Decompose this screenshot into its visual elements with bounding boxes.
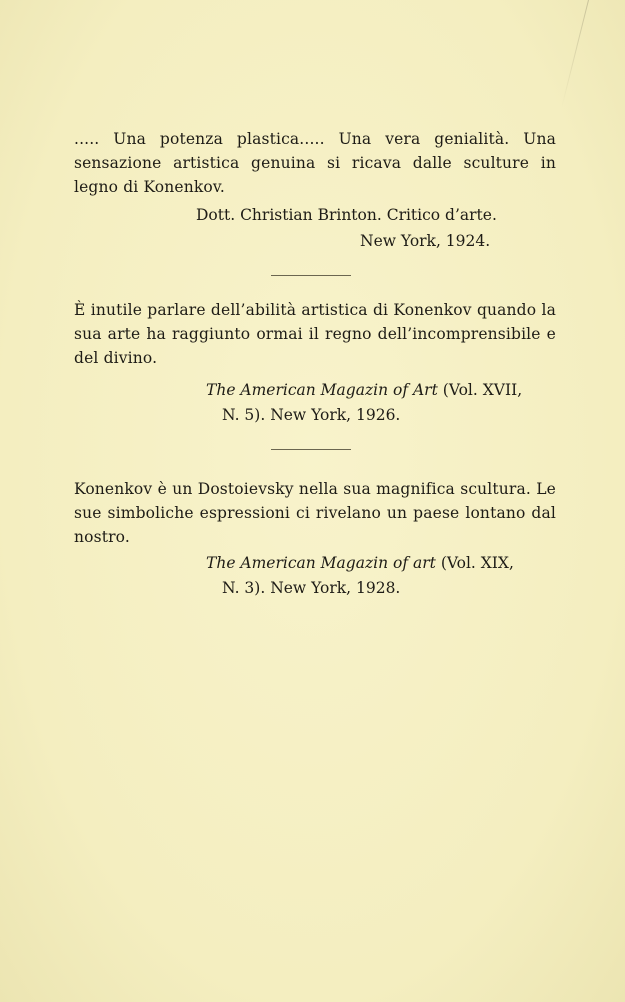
quote-3-magazine-title: The American Magazin of art: [206, 554, 436, 572]
quote-3-volume: (Vol. XIX,: [440, 554, 514, 572]
quote-3-credit-line2: N. 3). New York, 1928.: [222, 579, 401, 597]
quote-2-credit: [206, 378, 522, 402]
quote-1-text: [74, 127, 556, 199]
quote-1-credit-place: [360, 229, 490, 253]
quote-2-volume: (Vol. XVII,: [442, 381, 523, 399]
paper-crease: [561, 0, 589, 107]
quote-2-magazine-title: The American Magazin of Art: [206, 381, 438, 399]
quote-2-text: [74, 298, 556, 370]
quote-1-credit-line1: Dott. Christian Brinton. Critico d’arte.: [196, 206, 497, 224]
quote-3-credit-place: [222, 576, 400, 600]
quote-3-text: [74, 477, 556, 549]
quote-1-credit-line2: New York, 1924.: [360, 232, 491, 250]
separator-rule-2: [271, 449, 351, 450]
quote-3-paragraph: Konenkov è un Dostoievsky nella sua magnifica scultura. Le sue simboliche espressioni ci rivelano un paese lontano dal nostro.: [74, 480, 556, 546]
quote-2-credit-place: [222, 403, 400, 427]
quote-3-credit: [206, 551, 514, 575]
separator-rule-1: [271, 275, 351, 276]
quote-1-credit-author: [196, 203, 497, 227]
quote-2-credit-line2: N. 5). New York, 1926.: [222, 406, 401, 424]
quote-1-paragraph: ..... Una potenza plastica..... Una vera genialità. Una sensazione artistica genuina si ricava dalle sculture in legno di Konenkov.: [74, 130, 556, 196]
quote-2-paragraph: È inutile parlare dell’abilità artistica di Konenkov quando la sua arte ha raggiunto ormai il regno dell’incomprensibile e del divino.: [74, 301, 556, 367]
